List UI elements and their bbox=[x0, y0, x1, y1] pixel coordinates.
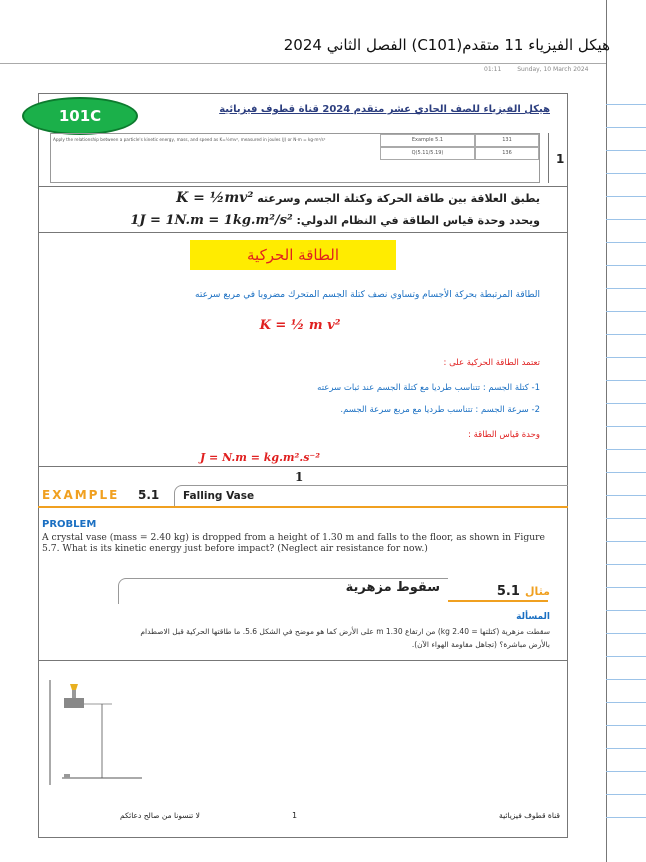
title-rule bbox=[0, 63, 606, 64]
ar-example-number: 5.1 bbox=[496, 584, 520, 599]
notebook-lines bbox=[606, 0, 646, 862]
objective-text: Apply the relationship between a particle's kinetic energy, mass, and speed as K=½mv², measured in joules (J) or N·m = kg·m²/s² bbox=[53, 137, 326, 142]
ke-relation-math: K = ½mv² bbox=[176, 190, 254, 206]
ke-formula: K = ½ m v² bbox=[259, 318, 341, 333]
depends-mass: 1- كتلة الجسم : تتناسب طرديا مع كتلة الجسم عند ثبات سرعته bbox=[317, 383, 540, 393]
questions-ref: Q(5.11/5.19) bbox=[411, 150, 444, 156]
figure-rule bbox=[38, 660, 568, 661]
vase-icon bbox=[70, 684, 78, 690]
section-rule bbox=[38, 466, 568, 467]
ar-problem-text: سقطت مزهرية (كتلتها = 2.40 kg) من ارتفاع 1.30 m على الأرض كما هو موضح في الشكل 5.6. ما طاقتها الحركية قبل الاصطدام بالأرض مباشرة؟ (تجاهل مقاومة الهواء الآن). bbox=[140, 627, 550, 649]
table-divider bbox=[548, 133, 549, 183]
ar-problem-label: المسألة bbox=[516, 612, 550, 622]
example-ref-cell bbox=[380, 134, 475, 147]
questions-page: 136 bbox=[502, 150, 512, 156]
example-number: 5.1 bbox=[138, 488, 160, 502]
floor-marker bbox=[64, 774, 70, 778]
vase-stand bbox=[72, 690, 76, 698]
formula-rule-top bbox=[38, 186, 568, 187]
class-badge: 101C bbox=[22, 97, 138, 135]
example-ref: Example 5.1 bbox=[411, 137, 444, 143]
kinetic-energy-banner: الطاقة الحركية bbox=[190, 240, 396, 270]
section-number: 1 bbox=[295, 470, 304, 484]
example-title: Falling Vase bbox=[183, 490, 255, 502]
shelf-block bbox=[64, 698, 84, 708]
si-unit bbox=[50, 213, 540, 228]
page-ref-cell bbox=[475, 134, 539, 147]
row-number: 1 bbox=[556, 152, 565, 166]
timestamp bbox=[470, 66, 610, 73]
ar-example-heading bbox=[460, 580, 550, 599]
unit-title: وحدة قياس الطاقة : bbox=[468, 430, 540, 440]
example-label: EXAMPLE bbox=[42, 488, 120, 502]
si-unit-math: 1J = 1N.m = 1kg.m²/s² bbox=[130, 213, 293, 228]
footer-channel: قناة قطوف فيزيائية bbox=[499, 811, 560, 820]
questions-page-cell bbox=[475, 147, 539, 160]
problem-text: A crystal vase (mass = 2.40 kg) is dropped from a height of 1.30 m and falls to the floor, as shown in Figure 5.7. What is its kinetic energy just before impact? (Neglect air resistance for now.) bbox=[42, 532, 545, 554]
depends-speed: 2- سرعة الجسم : تتناسب طرديا مع مربع سرعة الجسم. bbox=[340, 405, 540, 415]
ar-example-title: سقوط مزهرية bbox=[345, 580, 440, 595]
ke-relation bbox=[50, 190, 540, 206]
depends-title: تعتمد الطاقة الحركية على : bbox=[443, 358, 540, 368]
si-unit-text: ويحدد وحدة قياس الطاقة في النظام الدولي: bbox=[296, 214, 540, 227]
ar-example-rule bbox=[448, 600, 548, 602]
document-title: هيكل الفيزياء 11 متقدم(C101) الفصل الثاني 2024 bbox=[283, 36, 610, 54]
unit-formula: J = N.m = kg.m².s⁻² bbox=[199, 451, 321, 464]
time-label: 01:11 bbox=[484, 66, 502, 73]
ke-definition: الطاقة المرتبطة بحركة الأجسام وتساوي نصف كتلة الجسم المتحرك مضروبا في مربع سرعته bbox=[195, 290, 540, 300]
page-number: 1 bbox=[292, 811, 298, 820]
ar-example-label: مثال bbox=[525, 585, 550, 598]
problem-label: PROBLEM bbox=[42, 519, 97, 530]
worksheet-header: هيكل الفيزياء للصف الحادي عشر متقدم 2024 قناة قطوف فيزيائية bbox=[219, 104, 550, 115]
formula-rule-bottom bbox=[38, 232, 568, 233]
ke-relation-text: يطبق العلاقة بين طاقة الحركة وكتلة الجسم وسرعته bbox=[257, 192, 540, 205]
page-ref: 131 bbox=[502, 137, 512, 143]
date-label: Sunday, 10 March 2024 bbox=[517, 66, 589, 73]
example-rule bbox=[38, 506, 568, 508]
footer-prayer: لا تنسونا من صالح دعائكم bbox=[120, 811, 200, 820]
questions-ref-cell bbox=[380, 147, 475, 160]
falling-vase-figure bbox=[42, 670, 152, 790]
